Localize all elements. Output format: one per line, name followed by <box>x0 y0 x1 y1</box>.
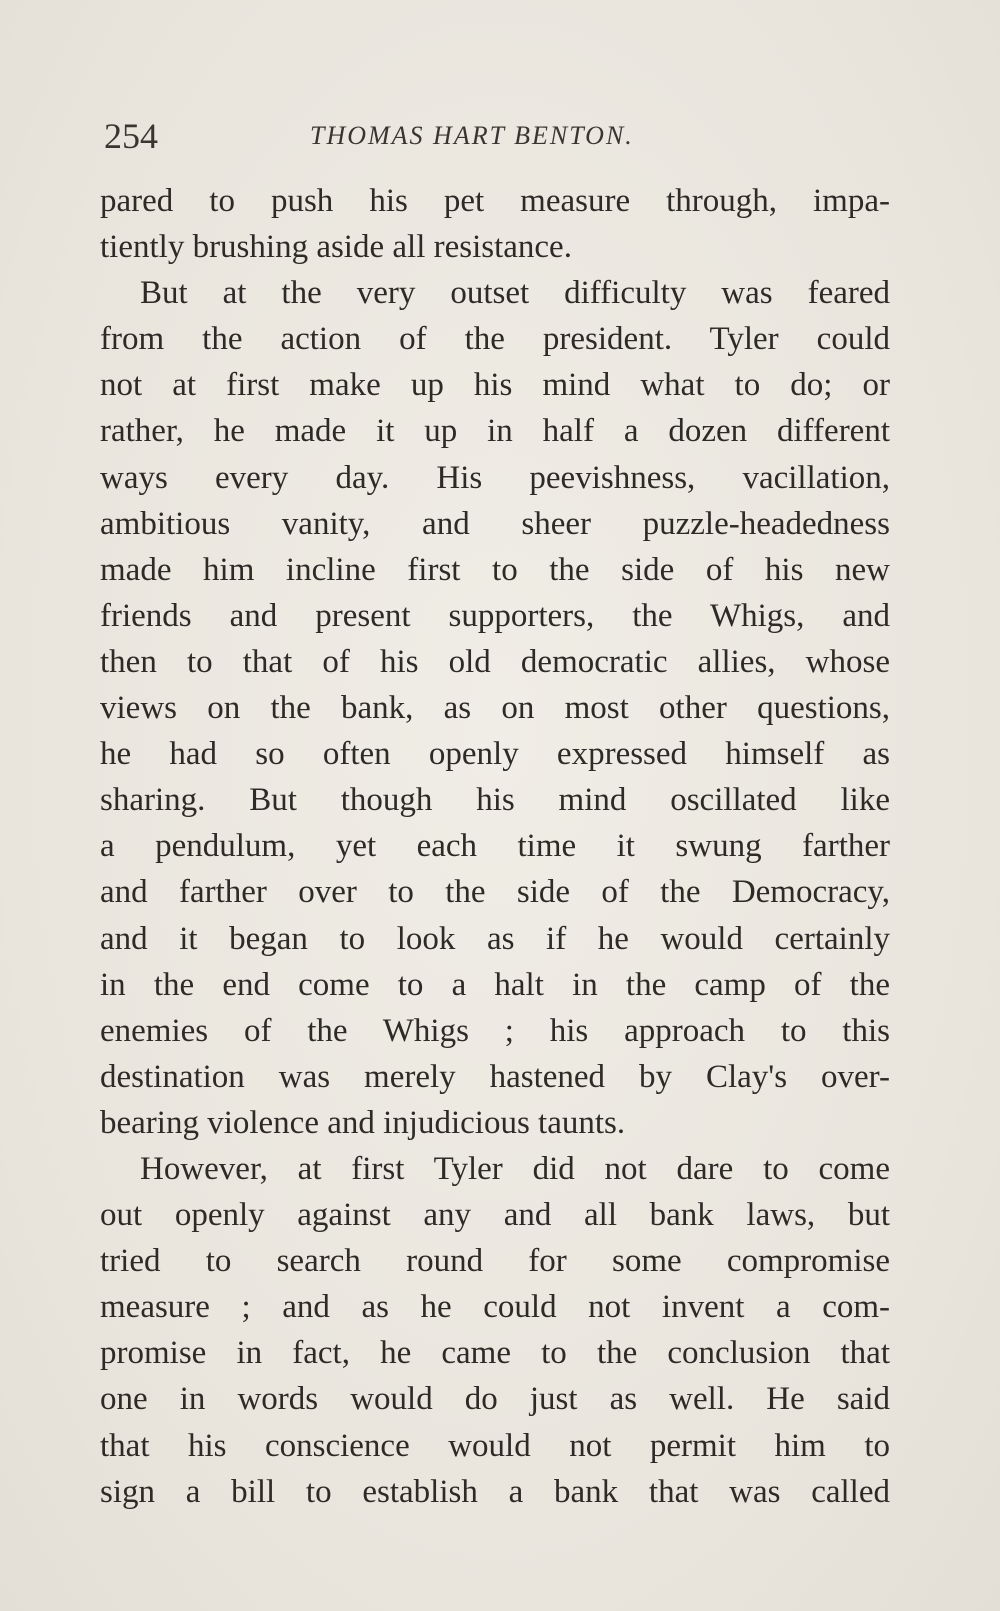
text-line: a pendulum, yet each time it swung farther <box>100 828 890 865</box>
text-line: destination was merely hastened by Clay's over- <box>100 1058 890 1095</box>
text-line: from the action of the president. Tyler could <box>100 321 890 358</box>
text-line: promise in fact, he came to the conclusion that <box>100 1335 890 1372</box>
text-line: out openly against any and all bank laws, but <box>100 1197 890 1234</box>
text-line: But at the very outset difficulty was feared <box>140 275 890 312</box>
text-line: ways every day. His peevishness, vacillation, <box>100 459 890 496</box>
text-line: he had so often openly expressed himself as <box>100 736 890 773</box>
text-line: one in words would do just as well. He said <box>100 1381 890 1418</box>
text-line: friends and present supporters, the Whigs, and <box>100 597 890 634</box>
page-header <box>104 112 904 160</box>
text-line: tiently brushing aside all resistance. <box>100 229 572 266</box>
text-line: tried to search round for some compromise <box>100 1243 890 1280</box>
text-line: made him incline first to the side of his new <box>100 551 890 588</box>
text-line: views on the bank, as on most other questions, <box>100 690 890 727</box>
text-line: and farther over to the side of the Democracy, <box>100 874 890 911</box>
text-line: rather, he made it up in half a dozen different <box>100 413 890 450</box>
text-line: bearing violence and injudicious taunts. <box>100 1104 626 1141</box>
text-line: enemies of the Whigs ; his approach to this <box>100 1012 890 1049</box>
body-text <box>100 178 890 1515</box>
page-number: 254 <box>104 116 158 156</box>
text-line: that his conscience would not permit him to <box>100 1427 890 1464</box>
text-line: then to that of his old democratic allies, whose <box>100 643 890 680</box>
text-line: and it began to look as if he would certainly <box>100 920 890 957</box>
text-line: not at first make up his mind what to do; or <box>100 367 890 404</box>
text-line: However, at first Tyler did not dare to come <box>140 1150 890 1187</box>
text-line: pared to push his pet measure through, impa- <box>100 183 890 219</box>
text-line: measure ; and as he could not invent a com- <box>100 1289 890 1326</box>
text-line: in the end come to a halt in the camp of the <box>100 966 890 1003</box>
running-head: THOMAS HART BENTON. <box>310 121 634 150</box>
text-line: sharing. But though his mind oscillated like <box>100 782 890 819</box>
text-line: ambitious vanity, and sheer puzzle-headedness <box>100 505 890 542</box>
text-line: sign a bill to establish a bank that was called <box>100 1473 890 1510</box>
